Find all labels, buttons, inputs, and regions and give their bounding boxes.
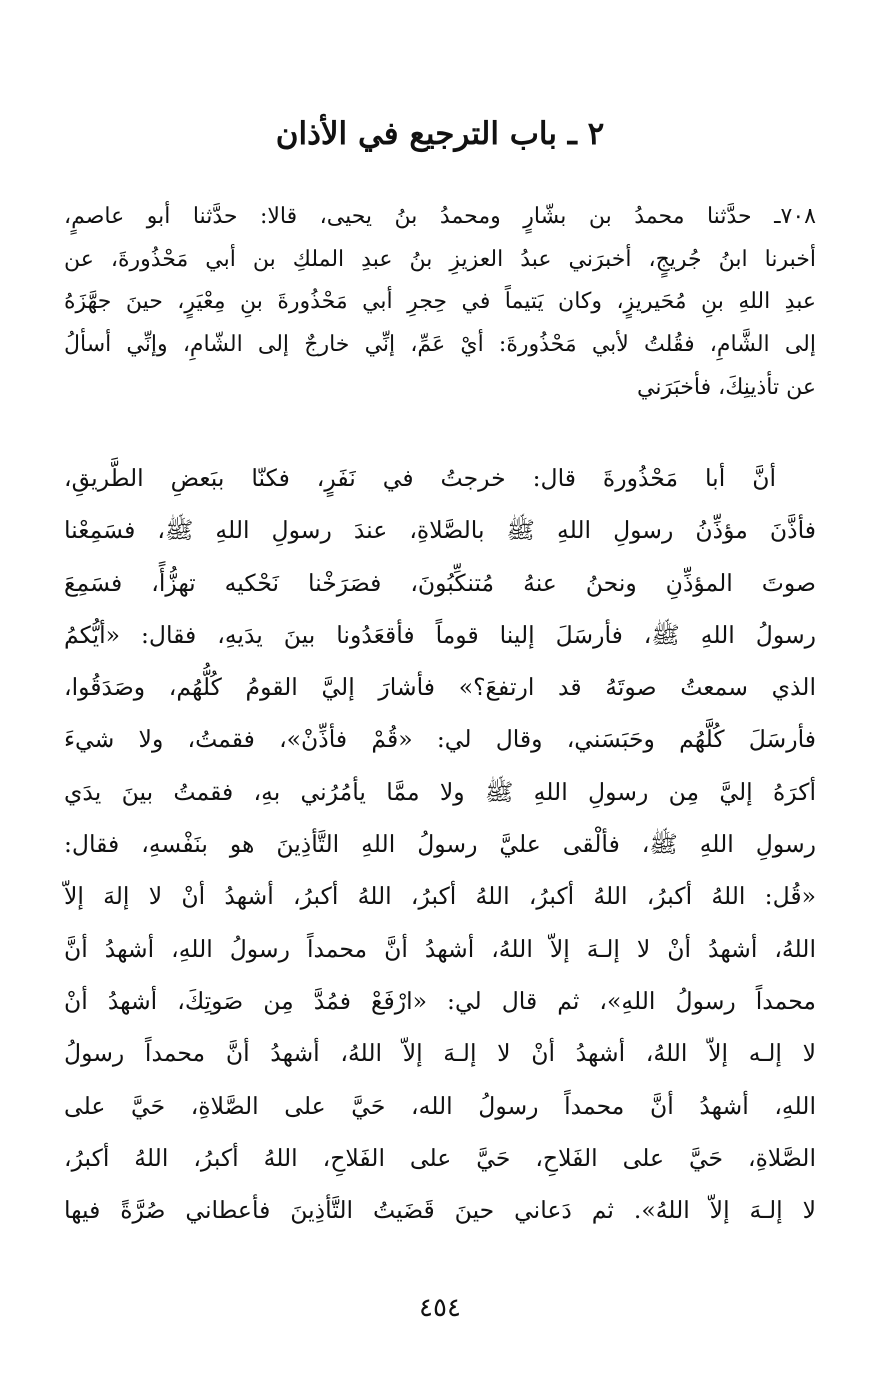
chapter-heading: ٢ ـ باب الترجيع في الأذان xyxy=(275,116,605,152)
hadith-chain-paragraph xyxy=(64,196,816,410)
text-line: «قُل: اللهُ أكبرُ، اللهُ أكبرُ، اللهُ أكبرُ، اللهُ أكبرُ، أشهدُ أنْ لا إلهَ إلاّ xyxy=(64,882,816,911)
chain-line: إلى الشَّامِ، فقُلتُ لأبي مَحْذُورةَ: أيْ عَمِّ، إنِّي خارجٌ إلى الشّامِ، وإنِّي أسألُ xyxy=(64,332,816,358)
text-line: لا إلـه إلاّ اللهُ، أشهدُ أنْ لا إلـهَ إلاّ اللهُ، أشهدُ أنَّ محمداً رسولُ xyxy=(64,1039,816,1068)
text-line: أكرَهُ إليَّ مِن رسولِ اللهِ ﷺ ولا ممَّا يأمُرُني بهِ، فقمتُ بينَ يدَي xyxy=(64,777,816,806)
text-line: فأرسَلَ كُلَّهُم وحَبَسَني، وقال لي: «قُمْ فأذِّنْ»، فقمتُ، ولا شيءَ xyxy=(64,725,816,754)
text-line: محمداً رسولُ اللهِ»، ثم قال لي: «ارْفَعْ فمُدَّ مِن صَوتِكَ، أشهدُ أنْ xyxy=(64,986,816,1015)
chain-line: أخبرنا ابنُ جُريجٍ، أخبرَني عبدُ العزيزِ بنُ عبدِ الملكِ بن أبي مَحْذُورةَ، عن xyxy=(64,246,816,272)
text-line: لا إلـهَ إلاّ اللهُ». ثم دَعاني حينَ قَضَيتُ التَّأذِينَ فأعطاني صُرَّةً فيها xyxy=(64,1196,816,1225)
text-line: اللهِ، أشهدُ أنَّ محمداً رسولُ الله، حَيَّ على الصَّلاةِ، حَيَّ على xyxy=(64,1091,816,1120)
text-line: صوتَ المؤذِّنِ ونحنُ عنهُ مُتنكِّبُونَ، فصَرَخْنا نَحْكيه تهزُّأً، فسَمِعَ xyxy=(64,568,816,597)
hadith-text-paragraph xyxy=(64,452,816,1236)
text-line: رسولِ اللهِ ﷺ، فألْقى عليَّ رسولُ اللهِ التَّأذِينَ هو بنَفْسهِ، فقال: xyxy=(64,830,816,859)
text-line: اللهُ، أشهدُ أنْ لا إلـهَ إلاّ اللهُ، أشهدُ أنَّ محمداً رسولُ اللهِ، أشهدُ أنَّ xyxy=(64,934,816,963)
text-line: أنَّ أبا مَحْذُورةَ قال: خرجتُ في نَفَرٍ، فكنّا ببَعضِ الطَّريقِ، xyxy=(64,464,776,492)
text-line: الذي سمعتُ صوتَهُ قد ارتفعَ؟» فأشارَ إليَّ القومُ كُلُّهُم، وصَدَقُوا، xyxy=(64,673,816,702)
chain-line: عن تأذينِكَ، فأخبَرَني xyxy=(637,374,816,400)
page-number: ٤٥٤ xyxy=(419,1293,461,1323)
chain-line: عبدِ اللهِ بنِ مُحَيريزٍ، وكان يَتيماً في حِجرِ أبي مَحْذُورةَ بنِ مِعْيَرٍ، حينَ جهَّزَهُ xyxy=(64,289,816,315)
text-line: الصَّلاةِ، حَيَّ على الفَلاحِ، حَيَّ على الفَلاحِ، اللهُ أكبرُ، اللهُ أكبرُ، xyxy=(64,1143,816,1172)
chain-line: ٧٠٨ـ حدَّثنا محمدُ بن بشّارٍ ومحمدُ بنُ يحيى، قالا: حدَّثنا أبو عاصمٍ، xyxy=(64,204,816,229)
text-line: رسولُ اللهِ ﷺ، فأرسَلَ إلينا قوماً فأقعَدُونا بينَ يدَيهِ، فقال: «أيُّكمُ xyxy=(64,620,816,649)
text-line: فأذَّنَ مؤذِّنُ رسولِ اللهِ ﷺ بالصَّلاةِ، عندَ رسولِ اللهِ ﷺ، فسَمِعْنا xyxy=(64,516,816,545)
